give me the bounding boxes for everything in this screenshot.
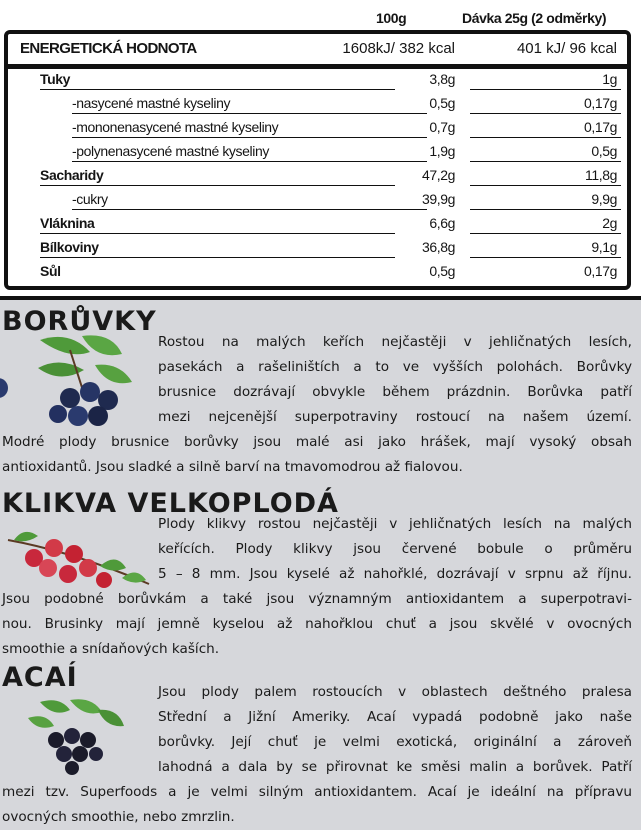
acai-illustration: [20, 696, 130, 776]
text-line: Rostou na malých keřích nejčastěji v jehličnatých lesích,: [158, 334, 632, 350]
table-row: [8, 186, 627, 210]
text-line: 5 – 8 mm. Jsou kyselé až nahořklé, dozrávají v srpnu až říjnu.: [158, 566, 632, 582]
energy-label: ENERGETICKÁ HODNOTA: [20, 40, 197, 57]
col-header-100g: 100g: [376, 10, 407, 26]
text-line: Modré plody brusnice borůvky jsou malé asi jako hrášek, mají vysoký obsah: [2, 434, 632, 450]
berry-icon: [59, 565, 77, 583]
berry-icon: [89, 747, 103, 761]
berry-icon: [80, 382, 100, 402]
text-line: ovocných smoothie, nebo zmrzlin.: [2, 809, 235, 825]
text-line: mezi tzv. Superfoods a je velmi silným antioxidantem. Acaí je ideální na přípravu: [2, 784, 632, 800]
text-line: keřících. Plody klikvy jsou červené bobule o průměru: [158, 541, 632, 557]
section-acai: [0, 660, 641, 830]
nutrient-value-serving: 0,5g: [591, 143, 617, 159]
nutrient-value-100g: 3,8g: [429, 71, 455, 87]
berry-icon: [49, 405, 67, 423]
table-row: [8, 210, 627, 234]
table-row: [8, 66, 627, 90]
leaf-icon: [14, 532, 38, 542]
berry-icon: [79, 559, 97, 577]
berry-icon: [48, 732, 64, 748]
blueberry-illustration: [0, 330, 150, 440]
nutrient-rows: [8, 66, 627, 282]
berry-icon: [56, 746, 72, 762]
leaf-icon: [98, 710, 124, 726]
text-line: Jsou plody palem rostoucích v oblastech deštného pralesa: [158, 684, 632, 700]
leaf-icon: [40, 700, 70, 712]
nutrient-value-100g: 0,5g: [429, 95, 455, 111]
text-line: borůvky. Její chuť je velmi exotická, originální a zároveň: [158, 734, 632, 750]
nutrient-label: -mononenasycené mastné kyseliny: [72, 119, 279, 135]
nutrient-value-serving: 1g: [602, 71, 617, 87]
nutrient-label: Sůl: [40, 263, 61, 279]
nutrient-value-100g: 6,6g: [429, 215, 455, 231]
nutrition-panel: [0, 0, 641, 298]
text-line: Plody klikvy rostou nejčastěji v jehličnatých lesích na malých: [158, 516, 632, 532]
text-line: pasekách a rašeliništích a to ve vyšších polohách. Borůvky: [158, 359, 632, 375]
section-title: KLIKVA VELKOPLODÁ: [2, 488, 339, 519]
leaf-icon: [95, 365, 132, 384]
nutrient-value-serving: 9,9g: [591, 191, 617, 207]
nutrient-value-serving: 0,17g: [583, 263, 617, 279]
text-line: brusnice dozrávají obvykle během prázdnin. Borůvka patří: [158, 384, 632, 400]
berry-icon: [60, 388, 80, 408]
section-paragraph: [158, 512, 632, 587]
section-paragraph: [158, 680, 632, 780]
energy-serving: 401 kJ/ 96 kcal: [516, 40, 617, 57]
nutrient-label: -polynenasycené mastné kyseliny: [72, 143, 269, 159]
section-cranberries: [0, 482, 641, 662]
nutrient-value-serving: 9,1g: [591, 239, 617, 255]
nutrient-value-serving: 2g: [602, 215, 617, 231]
leaf-icon: [40, 337, 90, 354]
col-header-serving: Dávka 25g (2 odměrky): [462, 10, 607, 26]
nutrient-value-serving: 0,17g: [583, 119, 617, 135]
nutrient-value-100g: 1,9g: [429, 143, 455, 159]
table-row: [8, 114, 627, 138]
section-title: ACAÍ: [2, 662, 78, 693]
nutrient-label: Bílkoviny: [40, 239, 99, 255]
section-paragraph: [158, 330, 632, 430]
berry-icon: [65, 761, 79, 775]
section-blueberries: [0, 300, 641, 480]
berry-icon: [64, 728, 80, 744]
text-line: nou. Brusinky mají jemně kyselou až nahořklou chuť a jsou skvělé v ovocných: [2, 616, 632, 632]
table-row: [8, 90, 627, 114]
text-line: Střední a Jižní Ameriky. Acaí vypadá podobně jako naše: [158, 709, 632, 725]
text-line: antioxidantů. Jsou sladké a silně barví na tmavomodrou až fialovou.: [2, 459, 463, 475]
berry-icon: [96, 572, 112, 588]
nutrition-table: [4, 30, 631, 290]
energy-100g: 1608kJ/ 382 kcal: [342, 40, 455, 57]
berry-icon: [65, 545, 83, 563]
nutrient-value-100g: 0,7g: [429, 119, 455, 135]
nutrient-value-serving: 0,17g: [583, 95, 617, 111]
leaf-icon: [70, 699, 102, 713]
energy-row: [8, 34, 627, 69]
nutrient-label: Vláknina: [40, 215, 95, 231]
nutrient-value-100g: 39,9g: [421, 191, 455, 207]
nutrient-label: Tuky: [40, 71, 71, 87]
blueberry-edge-icon: [0, 378, 8, 398]
berry-icon: [39, 559, 57, 577]
table-row: [8, 138, 627, 162]
text-line: lahodná a dala by se přirovnat ke směsi malin a borůvek. Patří: [158, 759, 632, 775]
nutrient-value-100g: 0,5g: [429, 263, 455, 279]
section-paragraph-wide: [2, 780, 632, 830]
section-paragraph-wide: [2, 587, 632, 662]
berry-icon: [72, 746, 88, 762]
text-line: mezi nejcenější superpotraviny rostoucí na našem území.: [158, 409, 632, 425]
nutrient-label: Sacharidy: [40, 167, 104, 183]
nutrient-value-100g: 47,2g: [421, 167, 455, 183]
text-line: Jsou podobné borůvkám a také jsou významným antioxidantem a superpotravi-: [2, 591, 632, 607]
nutrient-label: -cukry: [72, 191, 108, 207]
nutrient-value-serving: 11,8g: [585, 167, 617, 183]
nutrient-label: -nasycené mastné kyseliny: [72, 95, 231, 111]
table-row: [8, 234, 627, 258]
berry-icon: [45, 539, 63, 557]
section-title: BORŮVKY: [2, 306, 157, 337]
leaf-icon: [28, 716, 54, 728]
berry-icon: [68, 406, 88, 426]
table-row: [8, 258, 627, 282]
leaf-icon: [100, 559, 126, 570]
text-line: smoothie a snídaňových kaších.: [2, 641, 220, 657]
berry-icon: [88, 406, 108, 426]
section-paragraph-wide: [2, 430, 632, 480]
table-row: [8, 162, 627, 186]
berry-icon: [80, 732, 96, 748]
nutrient-value-100g: 36,8g: [421, 239, 455, 255]
